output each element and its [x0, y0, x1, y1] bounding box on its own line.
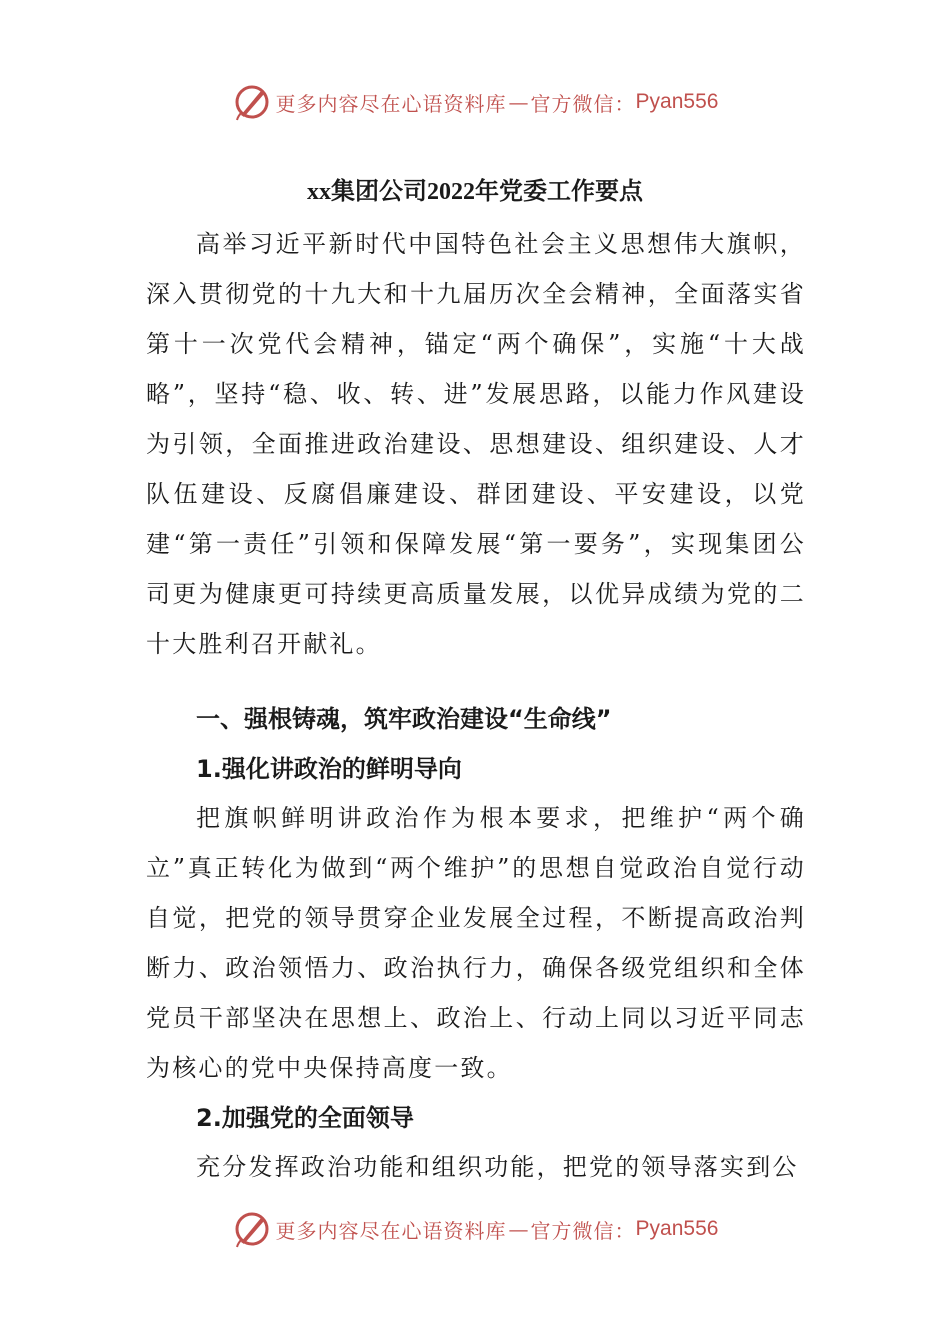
banner-dash: —: [508, 1217, 529, 1241]
subsection-2-paragraph: 充分发挥政治功能和组织功能，把党的领导落实到公: [196, 1153, 799, 1181]
quill-pen-logo-icon: [232, 82, 272, 122]
intro-paragraph: 高举习近平新时代中国特色社会主义思想伟大旗帜，深入贯彻党的十九大和十九届历次全会精神，全面落实省第十一次党代会精神，锚定“两个确保”，实施“十大战略”，坚持“稳、收、转、进”发展思路，以能力作风建设为引领，全面推进政治建设、思想建设、组织建设、人才队伍建设、反腐倡廉建设、群团建设、平安建设，以党建“第一责任”引领和保障发展“第一要务”，实现集团公司更为健康更可持续更高质量发展，以优异成绩为党的二十大胜利召开献礼。: [146, 230, 806, 658]
banner-wechat-id: Pyan556: [635, 90, 719, 113]
quill-pen-logo-icon: [232, 1209, 272, 1249]
banner-dash: —: [508, 90, 529, 114]
banner-wechat-label: 官方微信：: [530, 91, 636, 116]
footer-banner: [0, 1209, 950, 1249]
header-banner: [0, 82, 950, 122]
banner-text: 更多内容尽在心语资料库: [275, 1218, 507, 1243]
banner-wechat-label: 官方微信：: [530, 1218, 636, 1243]
banner-text: 更多内容尽在心语资料库: [275, 91, 507, 116]
subsection-heading-2: 2.加强党的全面领导: [196, 1104, 414, 1132]
section-heading-1: 一、强根铸魂，筑牢政治建设“生命线”: [196, 705, 612, 733]
document-title: xx集团公司2022年党委工作要点: [307, 179, 643, 205]
subsection-1-paragraph: 把旗帜鲜明讲政治作为根本要求，把维护“两个确立”真正转化为做到“两个维护”的思想自觉政治自觉行动自觉，把党的领导贯穿企业发展全过程，不断提高政治判断力、政治领悟力、政治执行力，确保各级党组织和全体党员干部坚决在思想上、政治上、行动上同以习近平同志为核心的党中央保持高度一致。: [146, 804, 806, 1082]
subsection-heading-1: 1.强化讲政治的鲜明导向: [196, 755, 462, 783]
banner-wechat-id: Pyan556: [635, 1217, 719, 1240]
